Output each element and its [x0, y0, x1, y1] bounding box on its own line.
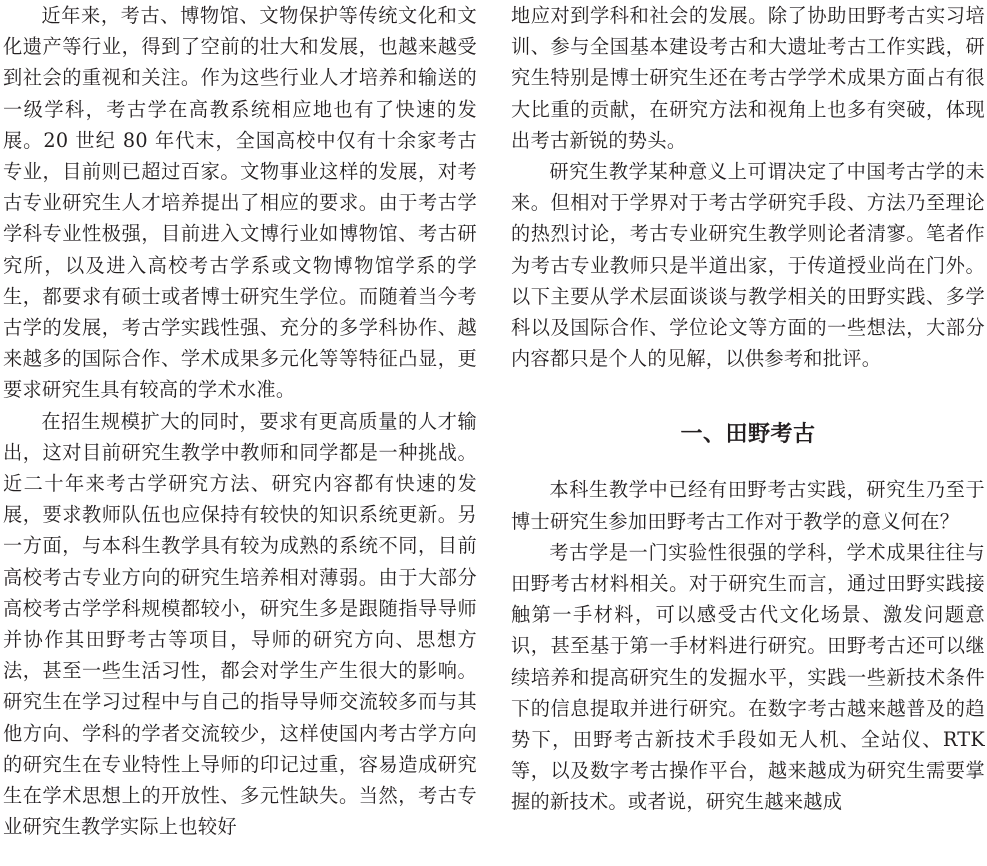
continued-paragraph: 地应对到学科和社会的发展。除了协助田野考古实习培训、参与全国基本建设考古和大遗址考古工作实践，研究生特别是博士研究生还在考古学学术成果方面占有很大比重的贡献，在研究方法和视角上也多有突破，体现出考古新锐的势头。 [511, 4, 985, 152]
section-heading: 一、田野考古 [680, 422, 816, 448]
right-column [511, 0, 985, 818]
body-paragraph: 在招生规模扩大的同时，要求有更高质量的人才输出，这对目前研究生教学中教师和同学都是一种挑战。近二十年来考古学研究方法、研究内容都有快速的发展，要求教师队伍也应保持有较快的知识系统更新。另一方面，与本科生教学具有较为成熟的系统不同，目前高校考古专业方向的研究生培养相对薄弱。由于大部分高校考古学学科规模都较小，研究生多是跟随指导导师并协作其田野考古等项目，导师的研究方向、思想方法，甚至一些生活习性，都会对学生产生很大的影响。研究生在学习过程中与自己的指导导师交流较多而与其他方向、学科的学者交流较少，这样使国内考古学方向的研究生在专业特性上导师的印记过重，容易造成研究生在学术思想上的开放性、多元性缺失。当然，考古专业研究生教学实际上也较好 [3, 409, 477, 839]
body-paragraph: 本科生教学中已经有田野考古实践，研究生乃至于博士研究生参加田野考古工作对于教学的意义何在？ [511, 478, 985, 533]
body-paragraph: 研究生教学某种意义上可谓决定了中国考古学的未来。但相对于学界对于考古学研究手段、方法乃至理论的热烈讨论，考古专业研究生教学则论者清寥。笔者作为考古专业教师只是半道出家，于传道授业尚在门外。以下主要从学术层面谈谈与教学相关的田野实践、多学科以及国际合作、学位论文等方面的一些想法，大部分内容都只是个人的见解，以供参考和批评。 [511, 160, 985, 371]
body-paragraph: 近年来，考古、博物馆、文物保护等传统文化和文化遗产等行业，得到了空前的壮大和发展，也越来越受到社会的重视和关注。作为这些行业人才培养和输送的一级学科，考古学在高教系统相应地也有了快速的发展。20 世纪 80 年代末，全国高校中仅有十余家考古专业，目前则已超过百家。文物事业这样的发展，对考古专业研究生人才培养提出了相应的要求。由于考古学学科专业性极强，目前进入文博行业如博物馆、考古研究所，以及进入高校考古学系或文物博物馆学系的学生，都要求有硕士或者博士研究生学位。而随着当今考古学的发展，考古学实践性强、充分的多学科协作、越来越多的国际合作、学术成果多元化等等特征凸显，更要求研究生具有较高的学术水准。 [3, 4, 477, 402]
left-column [3, 0, 477, 842]
body-paragraph: 考古学是一门实验性很强的学科，学术成果往往与田野考古材料相关。对于研究生而言，通过田野实践接触第一手材料，可以感受古代文化场景、激发问题意识，甚至基于第一手材料进行研究。田野考古还可以继续培养和提高研究生的发掘水平，实践一些新技术条件下的信息提取并进行研究。在数字考古越来越普及的趋势下，田野考古新技术手段如无人机、全站仪、RTK 等，以及数字考古操作平台，越来越成为研究生需要掌握的新技术。或者说，研究生越来越成 [511, 540, 985, 814]
